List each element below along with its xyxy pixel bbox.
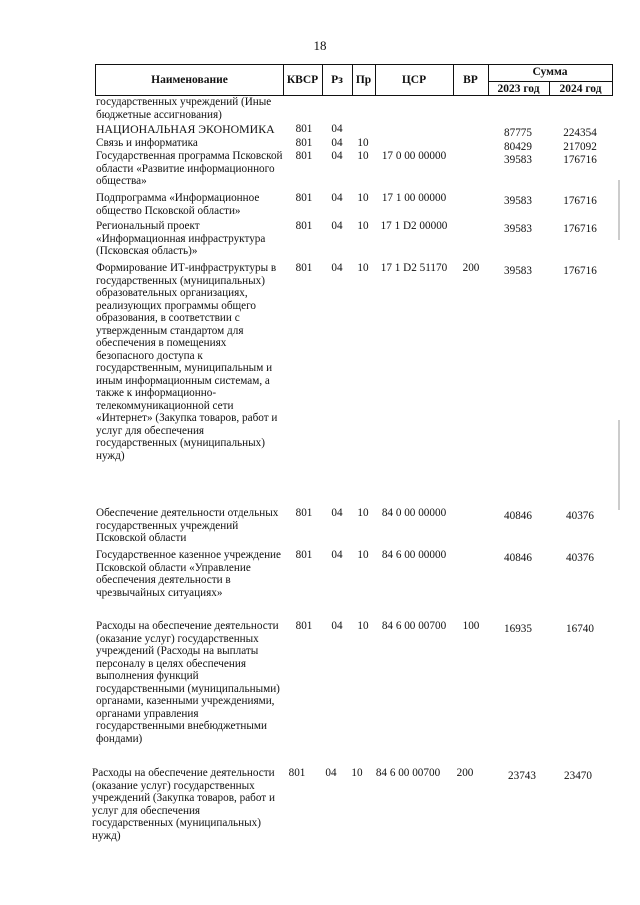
row-pr: 10 <box>357 549 369 561</box>
row-kvsr: 801 <box>295 549 313 561</box>
row-name: Региональный проект «Информационная инфраструктура (Псковская область)» <box>96 220 266 257</box>
row-sum-2024: 176716 <box>563 223 597 235</box>
row-sum-2024: 176716 <box>563 195 597 207</box>
header-vr: ВР <box>463 74 478 86</box>
row-vr: 100 <box>462 620 480 632</box>
row-sum-2023: 39583 <box>504 154 532 166</box>
row-name: Подпрограмма «Информационное общество Псковской области» <box>96 192 260 217</box>
row-csr: 17 1 00 00000 <box>381 192 447 204</box>
row-pr: 10 <box>357 620 369 632</box>
scan-edge-mark <box>618 420 620 510</box>
header-2024: 2024 год <box>559 83 602 95</box>
row-vr: 200 <box>462 262 480 274</box>
row-kvsr: 801 <box>295 262 313 274</box>
row-sum-2024: 40376 <box>566 552 594 564</box>
row-sum-2024: 23470 <box>564 770 592 782</box>
row-sum-2023: 40846 <box>504 510 532 522</box>
row-pr: 10 <box>357 137 369 149</box>
header-kvsr: КВСР <box>286 74 319 86</box>
header-name: Наименование <box>151 74 228 86</box>
row-kvsr: 801 <box>295 123 313 135</box>
scan-edge-mark <box>618 180 620 240</box>
row-pr: 10 <box>357 192 369 204</box>
row-name: Формирование ИТ-инфраструктуры в государственных (муниципальных) образовательных организациях, реализующих программы общего образования, в соответствии с утвержденным стандартом для обеспечения в помещениях безопасного доступа к государственным, муниципальным и иным информационным системам, а также к информационно-телекоммуникационной сети «Интернет» (Закупка товаров, работ и услуг для обеспечения государственных (муниципальных) нужд) <box>96 262 278 462</box>
row-kvsr: 801 <box>295 150 313 162</box>
row-name: Расходы на обеспечение деятельности (оказание услуг) государственных учреждений (Закупка товаров, работ и услуг для обеспечения государственных (муниципальных) нужд) <box>92 767 275 842</box>
row-rz: 04 <box>325 767 337 779</box>
header-pr: Пр <box>355 74 372 86</box>
row-sum-2023: 80429 <box>504 141 532 153</box>
row-csr: 84 6 00 00700 <box>375 767 441 779</box>
row-pr: 10 <box>357 220 369 232</box>
row-sum-2024: 176716 <box>563 154 597 166</box>
row-sum-2023: 87775 <box>504 127 532 139</box>
row-sum-2024: 224354 <box>563 127 597 139</box>
header-sum: Сумма <box>532 66 568 78</box>
row-sum-2023: 23743 <box>508 770 536 782</box>
row-csr: 84 0 00 00000 <box>381 507 447 519</box>
row-sum-2024: 16740 <box>566 623 594 635</box>
row-rz: 04 <box>331 549 343 561</box>
row-rz: 04 <box>331 220 343 232</box>
row-name: Государственная программа Псковской области «Развитие информационного общества» <box>96 150 283 187</box>
row-rz: 04 <box>331 137 343 149</box>
row-csr: 17 1 D2 51170 <box>380 262 448 274</box>
row-pr: 10 <box>357 262 369 274</box>
row-csr: 84 6 00 00000 <box>381 549 447 561</box>
page-number: 18 <box>313 38 327 53</box>
row-csr: 17 1 D2 00000 <box>380 220 448 232</box>
row-kvsr: 801 <box>295 620 313 632</box>
row-pr: 10 <box>357 507 369 519</box>
row-name: государственных учреждений (Иные бюджетные ассигнования) <box>96 96 272 121</box>
row-name: Обеспечение деятельности отдельных государственных учреждений Псковской области <box>96 507 279 544</box>
row-rz: 04 <box>331 123 343 135</box>
row-csr: 17 0 00 00000 <box>381 150 447 162</box>
header-2023: 2023 год <box>497 83 540 95</box>
row-pr: 10 <box>351 767 363 779</box>
row-sum-2023: 39583 <box>504 223 532 235</box>
row-rz: 04 <box>331 262 343 274</box>
row-rz: 04 <box>331 192 343 204</box>
row-sum-2023: 16935 <box>504 623 532 635</box>
row-sum-2023: 39583 <box>504 265 532 277</box>
row-rz: 04 <box>331 620 343 632</box>
row-pr: 10 <box>357 150 369 162</box>
row-rz: 04 <box>331 507 343 519</box>
row-vr: 200 <box>456 767 474 779</box>
row-kvsr: 801 <box>295 192 313 204</box>
row-sum-2023: 40846 <box>504 552 532 564</box>
row-sum-2023: 39583 <box>504 195 532 207</box>
header-csr: ЦСР <box>401 74 427 86</box>
row-kvsr: 801 <box>295 507 313 519</box>
row-name: Связь и информатика <box>96 137 198 149</box>
row-sum-2024: 217092 <box>563 141 597 153</box>
row-csr: 84 6 00 00700 <box>381 620 447 632</box>
row-kvsr: 801 <box>288 767 306 779</box>
row-sum-2024: 40376 <box>566 510 594 522</box>
header-rz: Рз <box>331 74 343 86</box>
row-kvsr: 801 <box>295 220 313 232</box>
row-kvsr: 801 <box>295 137 313 149</box>
row-name: НАЦИОНАЛЬНАЯ ЭКОНОМИКА <box>96 122 275 136</box>
row-sum-2024: 176716 <box>563 265 597 277</box>
row-name: Расходы на обеспечение деятельности (оказание услуг) государственных учреждений (Расходы на выплаты персоналу в целях обеспечения выполнения функций государственными (муниципальными) органами, казенными учреждениями, органами управления государственными внебюджетными фондами) <box>96 620 280 745</box>
row-rz: 04 <box>331 150 343 162</box>
row-name: Государственное казенное учреждение Псковской области «Управление обеспечения деятельности в чрезвычайных ситуациях» <box>96 549 282 599</box>
